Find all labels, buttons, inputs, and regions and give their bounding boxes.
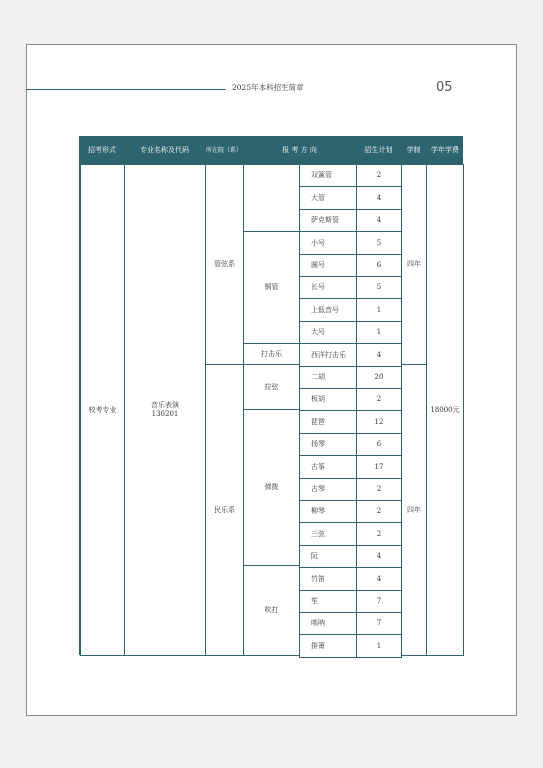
direction-cell xyxy=(299,231,357,255)
page-number: 05 xyxy=(436,80,453,95)
direction-cell xyxy=(299,478,357,501)
plan-value: 5 xyxy=(376,238,382,247)
direction-label: 竹笛 xyxy=(311,574,325,583)
col-header-fee: 学年学费 xyxy=(431,146,459,154)
plan-cell xyxy=(356,343,402,367)
col-header-direction: 报 考 方 向 xyxy=(282,146,317,154)
direction-cell xyxy=(299,590,357,613)
plan-cell xyxy=(356,276,402,299)
table-header-row xyxy=(80,137,462,164)
direction-label: 阮 xyxy=(311,552,318,561)
direction-cell xyxy=(299,388,357,411)
direction-label: 大号 xyxy=(311,328,325,337)
plan-value: 4 xyxy=(376,552,382,561)
plan-cell xyxy=(356,410,402,434)
plan-value: 2 xyxy=(376,529,382,538)
group-name: 打击乐 xyxy=(261,349,282,358)
group-cell-wind-percussion xyxy=(243,565,300,656)
direction-cell xyxy=(299,321,357,344)
direction-cell xyxy=(299,276,357,299)
fee-cell xyxy=(426,164,464,656)
major-name: 音乐表演 xyxy=(151,401,179,410)
department-name: 民乐系 xyxy=(214,505,235,514)
plan-cell xyxy=(356,545,402,568)
duration-value: 四年 xyxy=(407,260,421,269)
col-header-plan: 招生计划 xyxy=(364,146,393,154)
plan-value: 1 xyxy=(376,328,382,337)
group-cell-brass xyxy=(243,231,300,344)
plan-cell xyxy=(356,321,402,344)
plan-cell xyxy=(356,231,402,255)
group-name: 铜管 xyxy=(264,283,279,292)
duration-value: 四年 xyxy=(407,505,421,514)
direction-cell xyxy=(299,366,357,389)
plan-value: 4 xyxy=(376,350,382,359)
direction-cell xyxy=(299,410,357,434)
direction-label: 长号 xyxy=(311,283,325,292)
group-cell-woodwind xyxy=(243,164,300,232)
direction-label: 小号 xyxy=(311,238,325,247)
direction-label: 双簧管 xyxy=(311,171,332,180)
direction-label: 古筝 xyxy=(311,462,325,471)
duration-cell-folk xyxy=(401,364,427,656)
direction-cell xyxy=(299,254,357,277)
plan-value: 2 xyxy=(376,395,382,404)
direction-label: 笙 xyxy=(311,597,318,606)
plan-cell xyxy=(356,388,402,411)
group-cell-plucked xyxy=(243,409,300,566)
direction-cell xyxy=(299,500,357,523)
plan-cell xyxy=(356,298,402,322)
direction-label: 三弦 xyxy=(311,529,325,538)
plan-cell xyxy=(356,433,402,456)
direction-label: 二胡 xyxy=(311,373,325,382)
plan-value: 20 xyxy=(374,373,384,382)
col-header-exam-type: 招考形式 xyxy=(88,146,116,154)
direction-label: 柳琴 xyxy=(311,507,325,516)
plan-cell xyxy=(356,455,402,479)
plan-value: 12 xyxy=(374,417,384,426)
direction-label: 上低音号 xyxy=(311,305,339,314)
group-cell-percussion xyxy=(243,343,300,365)
admission-table xyxy=(79,136,463,655)
duration-cell-winds xyxy=(401,164,427,365)
major-code: 130201 xyxy=(151,410,179,418)
col-header-duration: 学制 xyxy=(406,146,421,154)
plan-cell xyxy=(356,612,402,635)
plan-value: 2 xyxy=(376,485,382,494)
plan-value: 4 xyxy=(376,574,382,583)
direction-label: 萨克斯管 xyxy=(311,216,339,225)
plan-cell xyxy=(356,164,402,187)
plan-cell xyxy=(356,634,402,658)
brochure-title: 2025年本科招生简章 xyxy=(232,83,304,92)
direction-cell xyxy=(299,634,357,658)
plan-value: 2 xyxy=(376,507,382,516)
direction-label: 板胡 xyxy=(311,395,325,404)
direction-label: 扬琴 xyxy=(311,440,325,449)
direction-label: 大管 xyxy=(311,193,325,202)
direction-label: 古琴 xyxy=(311,485,325,494)
plan-value: 1 xyxy=(376,641,382,650)
direction-label: 西洋打击乐 xyxy=(311,350,346,359)
major-cell xyxy=(124,164,206,656)
group-name: 拉弦 xyxy=(264,382,279,391)
plan-cell xyxy=(356,478,402,501)
header-rule xyxy=(26,89,226,90)
direction-cell xyxy=(299,612,357,635)
department-name: 管弦系 xyxy=(214,260,235,269)
plan-value: 17 xyxy=(374,462,384,471)
plan-cell xyxy=(356,590,402,613)
plan-value: 4 xyxy=(376,193,382,202)
plan-value: 6 xyxy=(376,440,382,449)
plan-value: 5 xyxy=(376,283,382,292)
col-header-major: 专业名称及代码 xyxy=(140,146,189,154)
plan-cell xyxy=(356,186,402,210)
direction-cell xyxy=(299,186,357,210)
group-name: 弹拨 xyxy=(264,483,279,492)
direction-cell xyxy=(299,343,357,367)
direction-label: 琵琶 xyxy=(311,417,325,426)
plan-value: 1 xyxy=(376,305,382,314)
department-cell-winds xyxy=(205,164,244,365)
exam-type-cell xyxy=(80,164,125,656)
exam-type-label: 校考专业 xyxy=(88,405,117,414)
department-cell-folk xyxy=(205,364,244,656)
group-name: 吹打 xyxy=(264,606,279,615)
plan-value: 4 xyxy=(376,216,382,225)
direction-cell xyxy=(299,545,357,568)
direction-cell xyxy=(299,433,357,456)
direction-label: 圆号 xyxy=(311,261,325,270)
direction-cell xyxy=(299,209,357,232)
direction-cell xyxy=(299,164,357,187)
plan-cell xyxy=(356,366,402,389)
plan-cell xyxy=(356,254,402,277)
plan-cell xyxy=(356,522,402,546)
direction-cell xyxy=(299,522,357,546)
plan-value: 2 xyxy=(376,171,382,180)
plan-value: 7 xyxy=(376,619,382,628)
direction-cell xyxy=(299,567,357,591)
direction-cell xyxy=(299,455,357,479)
plan-cell xyxy=(356,209,402,232)
direction-label: 唢呐 xyxy=(311,619,325,628)
plan-value: 7 xyxy=(376,597,382,606)
plan-cell xyxy=(356,567,402,591)
col-header-department: 所在院（系） xyxy=(205,147,242,154)
plan-value: 6 xyxy=(376,261,382,270)
plan-cell xyxy=(356,500,402,523)
direction-cell xyxy=(299,298,357,322)
direction-label: 排箫 xyxy=(311,641,325,650)
fee-value: 18000元 xyxy=(430,405,460,414)
group-cell-bowed xyxy=(243,364,300,410)
